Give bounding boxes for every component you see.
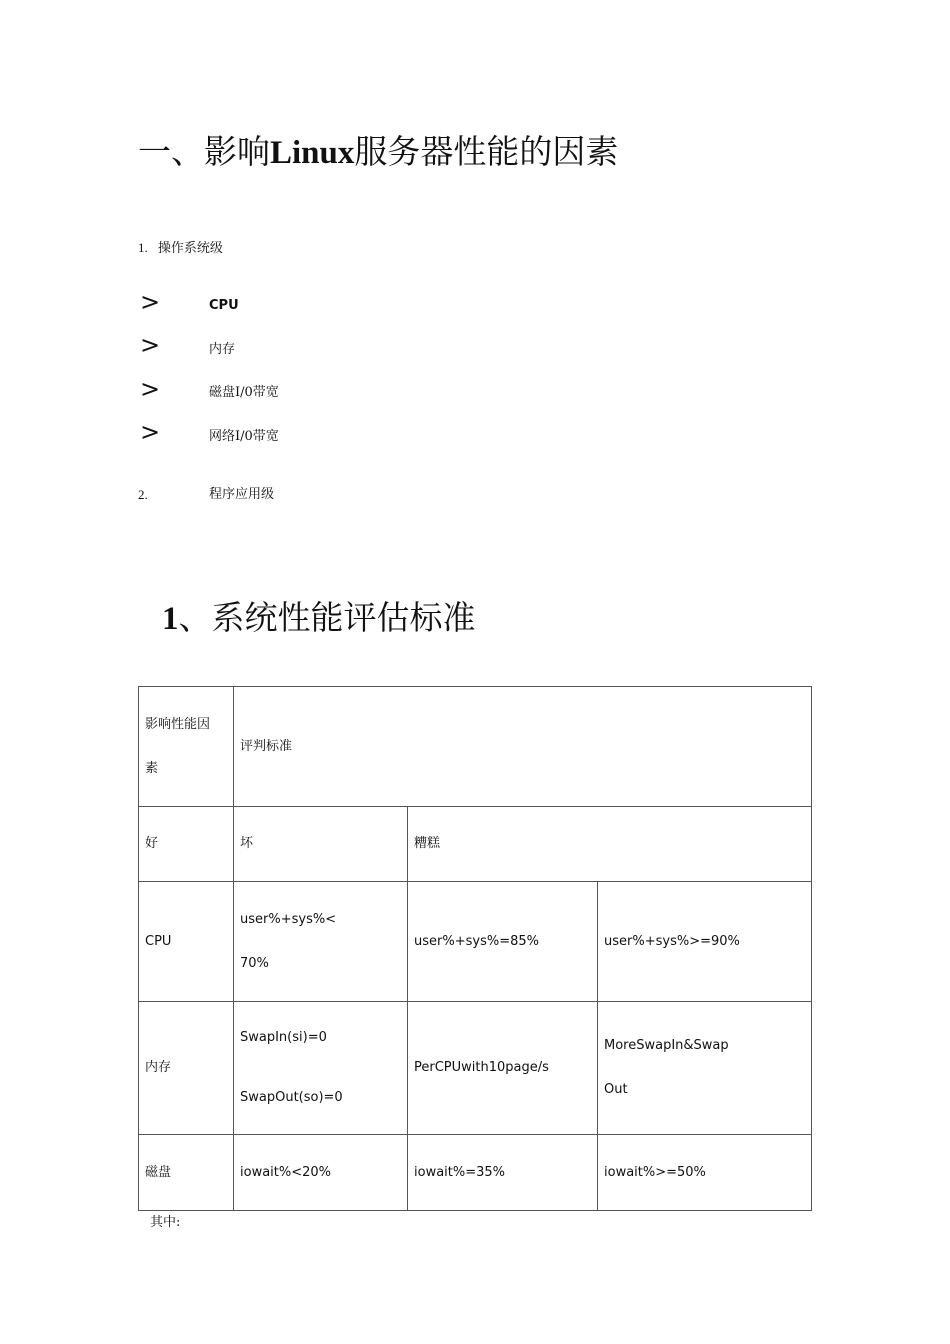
section-1-label: 操作系统级 <box>157 241 223 256</box>
subheading <box>162 598 476 639</box>
table-row <box>139 1135 812 1211</box>
table-row <box>139 882 812 1002</box>
good-cell: iowait%<20% <box>234 1135 408 1211</box>
header-factor-line2: 素 <box>145 760 159 776</box>
good-cell <box>234 882 408 1002</box>
bad-cell: PerCPUwith10page/s <box>408 1002 598 1135</box>
subheading-text: 、系统性能评估标准 <box>178 598 476 637</box>
good-line1: user%+sys%< <box>240 911 337 927</box>
section-1 <box>138 239 223 258</box>
bullet-marker: > <box>140 418 161 446</box>
section-2-label: 程序应用级 <box>209 487 275 502</box>
table-header-row <box>139 687 812 807</box>
footnote: 其中: <box>150 1215 181 1230</box>
good-line2: SwapOut(so)=0 <box>240 1090 343 1105</box>
bad-cell: user%+sys%=85% <box>408 882 598 1002</box>
factor-item-network: 网络I/0带宽 <box>209 429 279 444</box>
main-heading <box>138 132 618 173</box>
main-heading-suffix: 服务器性能的因素 <box>354 132 619 171</box>
bullet-marker: > <box>140 288 161 316</box>
main-heading-prefix: 一、影响 <box>138 132 270 171</box>
header-criteria-cell: 评判标准 <box>234 687 812 807</box>
bullet-marker: > <box>140 375 161 403</box>
section-2-number: 2. <box>138 487 148 502</box>
level-good: 好 <box>139 807 234 882</box>
bullet-marker: > <box>140 331 161 359</box>
terrible-line1: MoreSwapIn&Swap <box>604 1038 729 1053</box>
good-line1: SwapIn(si)=0 <box>240 1030 327 1045</box>
factor-item-disk: 磁盘I/0带宽 <box>209 385 279 400</box>
table-levels-row <box>139 807 812 882</box>
table-row <box>139 1002 812 1135</box>
factor-cell: 磁盘 <box>139 1135 234 1211</box>
criteria-table <box>138 686 812 1211</box>
level-bad: 坏 <box>234 807 408 882</box>
level-terrible: 糟糕 <box>408 807 812 882</box>
factor-item-memory: 内存 <box>209 342 236 357</box>
terrible-cell: user%+sys%>=90% <box>598 882 812 1002</box>
factor-cell: CPU <box>139 882 234 1002</box>
terrible-cell: iowait%>=50% <box>598 1135 812 1211</box>
good-line2: 70% <box>240 955 269 971</box>
main-heading-latin: Linux <box>270 135 355 171</box>
header-factor-cell <box>139 687 234 807</box>
section-1-number: 1. <box>138 240 148 255</box>
good-cell <box>234 1002 408 1135</box>
header-factor-line1: 影响性能因 <box>145 716 211 732</box>
factor-cell: 内存 <box>139 1002 234 1135</box>
terrible-cell <box>598 1002 812 1135</box>
bad-cell: iowait%=35% <box>408 1135 598 1211</box>
factor-item-cpu: CPU <box>209 298 239 313</box>
subheading-number: 1 <box>162 601 179 637</box>
terrible-line2: Out <box>604 1082 628 1097</box>
